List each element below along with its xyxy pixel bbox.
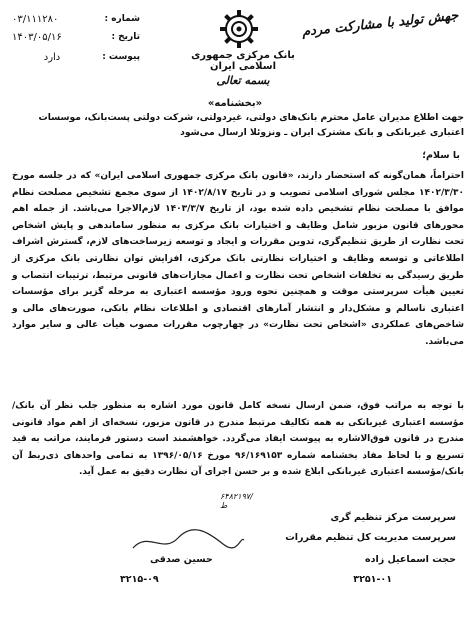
paragraph-2: با توجه به مراتب فوق، ضمن ارسال نسخه کامل قانون مورد اشاره به منظور جلب نظر آن بانک/مؤسسه اعتباری غیربانکی به همه تکالیف مرتبط مندرج در قانون مزبور، نسخه‌ای از اهم مواد قانونی مندرج در قانون فوق‌الاشاره به پیوست ایفاد می‌گردد. خواهشمند است دستور فرمایند، مراتب به قید تسریع و با لحاظ مفاد بخشنامه شماره ۹۶/۱۶۹۱۵۳ مورخ ۱۳۹۶/۰۵/۱۶ به تمامی واحدهای ذی‌ربط آن بانک/مؤسسه اعتباری غیربانکی ابلاغ شده و بر حسن اجرای آن نظارت دقیق به عمل آید. bbox=[12, 401, 464, 478]
bank-name-line2: بسمه تعالی bbox=[216, 74, 270, 87]
slogan bbox=[301, 8, 462, 61]
handwritten-signature-left bbox=[128, 526, 248, 556]
ref-number-row bbox=[12, 14, 140, 30]
ref-attachment-value: دارد bbox=[43, 52, 61, 63]
circular-label: «بخشنامه» bbox=[207, 98, 263, 109]
ref-date-row bbox=[12, 32, 140, 48]
signatory-title-2: سرپرست مدیریت کل تنظیم مقررات bbox=[285, 532, 456, 543]
signatory-phone-right: ۳۲۵۱-۰۱ bbox=[353, 574, 392, 585]
handwritten-note: ۶۴۸۲۱۹۷/ط bbox=[220, 492, 253, 510]
signatory-phone-left: ۳۲۱۵-۰۹ bbox=[120, 574, 159, 585]
signatory-name-left: حسین صدقی bbox=[150, 554, 213, 565]
bank-name bbox=[178, 50, 308, 87]
subject-line: جهت اطلاع مدیران عامل محترم بانک‌های دولتی، غیردولتی، شرکت دولتی پست‌بانک، موسسات اعتباری غیربانکی و بانک مشترک ایران ـ ونزوئلا ارسال می‌شود bbox=[38, 112, 464, 138]
signatory-title-1: سرپرست مرکز تنظیم گری bbox=[330, 512, 456, 523]
signature-block-left bbox=[110, 512, 260, 592]
greeting: با سلام؛ bbox=[422, 150, 460, 161]
ref-attachment-row bbox=[12, 52, 140, 68]
ref-date-value: ۱۴۰۳/۰۵/۱۶ bbox=[12, 32, 62, 43]
reference-block bbox=[12, 12, 140, 74]
bank-name-line1: بانک مرکزی جمهوری اسلامی ایران bbox=[191, 50, 295, 72]
paragraph-1: احتراماً، همان‌گونه که استحضار دارند، «قانون بانک مرکزی جمهوری اسلامی ایران» که در جلسه مورخ ۱۴۰۲/۳/۳۰ مجلس شورای اسلامی تصویب و در تاریخ ۱۴۰۲/۸/۱۷ از سوی مجمع تشخیص مصلحت نظام موافق با مصلحت نظام تشخیص داده شده بود، از تاریخ ۱۴۰۳/۳/۷ لازم‌الاجرا می‌باشد. از جمله اهم محورهای قانون مزبور شامل وظایف و اختیارات بانک مرکزی به منظور ساماندهی و پایش اشخاص تحت نظارت از طریق تنظیم‌گری، تدوین مقررات و ایجاد و توسعه زیرساخت‌های لازم، گسترش اشراف اطلاعاتی و توسعه وظایف و اختیارات نظارتی بانک مرکزی، افزایش توان نظارتی بانک مرکزی از طریق رسیدگی به تخلفات اشخاص تحت نظارت و اعمال مجازات‌های قانونی مرتبط، ترتیبات انتصاب و تعیین هیأت سرپرستی موقت و همچنین نحوه ورود مؤسسه اعتباری به مرحله گزیر برای مؤسسات اعتباری ناسالم و مشکل‌دار و انتشار آمارهای اقتصادی و اطلاعات نظام بانکی، صورت‌های مالی و شاخص‌های عملکردی «اشخاص تحت نظارت» در چهارچوب مقررات مصوب هیأت عالی و سایر موارد می‌باشد. bbox=[12, 171, 464, 347]
ref-date-label: تاریخ : bbox=[111, 32, 140, 42]
ref-attachment-label: پیوست : bbox=[102, 52, 140, 62]
ref-number-value: ۰۳/۱۱۱۲۸۰ bbox=[12, 14, 59, 25]
slogan-text: جهش تولید با مشارکت مردم bbox=[301, 8, 460, 40]
ref-number-label: شماره : bbox=[104, 14, 140, 24]
signature-block-right bbox=[266, 512, 456, 592]
central-bank-emblem-icon bbox=[218, 8, 260, 50]
signatory-name-right: حجت اسماعیل زاده bbox=[365, 554, 456, 565]
